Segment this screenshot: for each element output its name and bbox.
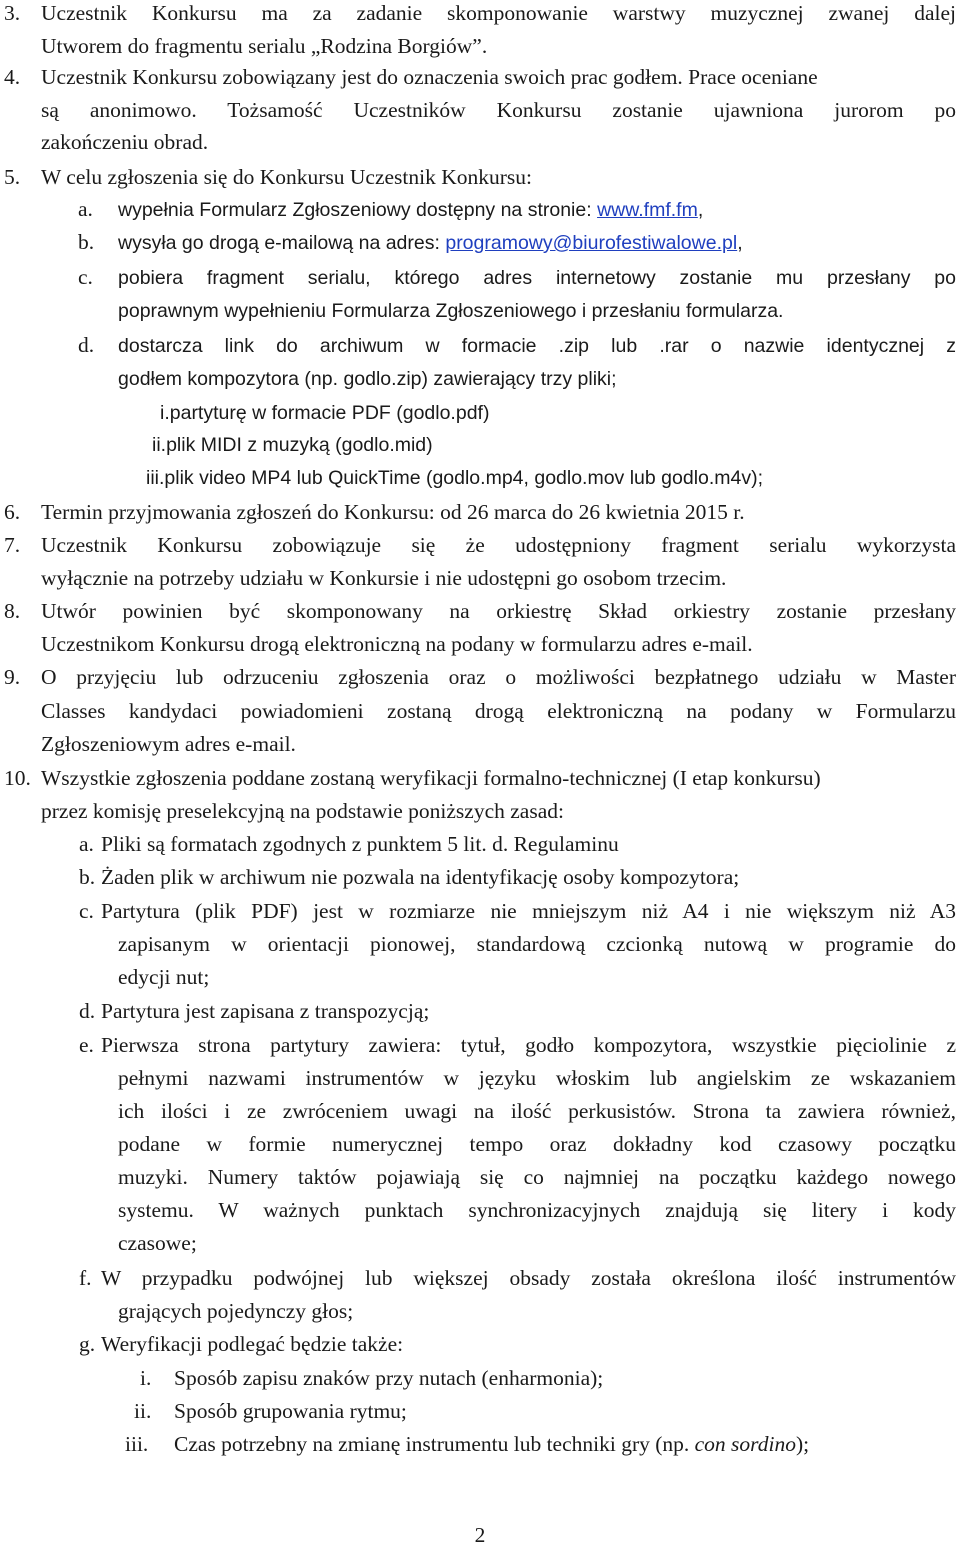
item-number: 4. (4, 65, 21, 89)
nested-item: Sposób zapisu znaków przy nutach (enharmonia); (174, 1366, 604, 1390)
subitem-line: godłem kompozytora (np. godlo.zip) zawierający trzy pliki; (118, 368, 617, 390)
paragraph-line: Zgłoszeniowym adres e-mail. (41, 732, 296, 756)
paragraph-line: przez komisję preselekcyjną na podstawie poniższych zasad: (41, 799, 564, 823)
subitem-line: poprawnym wypełnieniu Formularza Zgłoszeniowego i przesłaniu formularza. (118, 300, 784, 322)
website-link[interactable]: www.fmf.fm (597, 199, 698, 221)
nested-item (174, 1429, 809, 1459)
paragraph-line: Utworem do fragmentu serialu „Rodzina Borgiów”. (41, 34, 488, 58)
nested-item: ii.plik MIDI z muzyką (godlo.mid) (152, 434, 433, 456)
nested-label: i. (140, 1366, 152, 1390)
paragraph-line: wyłącznie na potrzeby udziału w Konkursie i nie udostępni go osobom trzecim. (41, 566, 727, 590)
subitem-label: c. (79, 899, 94, 923)
subitem-line: Weryfikacji podlegać będzie także: (101, 1332, 404, 1356)
paragraph-line: zakończeniu obrad. (41, 130, 209, 154)
paragraph-line: Classes kandydaci powiadomieni zostaną drogą elektroniczną na podany w Formularzu (41, 699, 956, 723)
paragraph-line: Uczestnik Konkursu ma za zadanie skomponowanie warstwy muzycznej zwanej dalej (41, 1, 956, 25)
paragraph-line: W celu zgłoszenia się do Konkursu Uczestnik Konkursu: (41, 165, 533, 189)
subitem-line: dostarcza link do archiwum w formacie .zip lub .rar o nazwie identycznej z (118, 335, 956, 357)
paragraph-line: Uczestnik Konkursu zobowiązuje się że udostępniony fragment serialu wykorzysta (41, 533, 956, 557)
subitem-line: zapisanym w orientacji pionowej, standardową czcionką nutową w programie do (118, 932, 956, 956)
subitem-line (118, 228, 743, 258)
subitem-line: muzyki. Numery taktów pojawiają się co najmniej na początku każdego nowego (118, 1165, 956, 1189)
subitem-label: a. (79, 832, 94, 856)
nested-label: iii. (125, 1432, 149, 1456)
nested-item: i.partyturę w formacie PDF (godlo.pdf) (160, 402, 490, 424)
nested-text: Czas potrzebny na zmianę instrumentu lub techniki gry (np. (174, 1432, 695, 1456)
subitem-line: grających pojedynczy głos; (118, 1299, 354, 1323)
subitem-label: d. (78, 333, 95, 357)
subitem-line: podane w formie numerycznej tempo oraz dokładny kod czasowy początku (118, 1132, 956, 1156)
subitem-line: pełnymi nazwami instrumentów w języku włoskim lub angielskim ze wskazaniem (118, 1066, 956, 1090)
item-number: 3. (4, 1, 21, 25)
subitem-label: c. (78, 265, 93, 289)
nested-label: ii. (134, 1399, 152, 1423)
item-number: 6. (4, 500, 21, 524)
subitem-label: f. (79, 1266, 92, 1290)
page-number: 2 (474, 1523, 486, 1547)
paragraph-line: O przyjęciu lub odrzuceniu zgłoszenia oraz o możliwości bezpłatnego udziału w Master (41, 665, 956, 689)
nested-item: Sposób grupowania rytmu; (174, 1399, 407, 1423)
subitem-line: edycji nut; (118, 965, 210, 989)
subitem-line: Żaden plik w archiwum nie pozwala na identyfikację osoby kompozytora; (101, 865, 740, 889)
subitem-label: e. (79, 1033, 94, 1057)
subitem-line: pobiera fragment serialu, którego adres internetowy zostanie mu przesłany po (118, 267, 956, 289)
item-number: 5. (4, 165, 21, 189)
subitem-label: d. (79, 999, 96, 1023)
paragraph-line: Uczestnikom Konkursu drogą elektroniczną na podany w formularzu adres e-mail. (41, 632, 753, 656)
punctuation: , (697, 199, 704, 221)
item-number: 8. (4, 599, 21, 623)
subitem-line: czasowe; (118, 1231, 197, 1255)
paragraph-line: są anonimowo. Tożsamość Uczestników Konkursu zostanie ujawniona jurorom po (41, 98, 956, 122)
item-number: 10. (4, 766, 31, 790)
paragraph-line: Utwór powinien być skomponowany na orkiestrę Skład orkiestry zostanie przesłany (41, 599, 956, 623)
subitem-label: b. (78, 230, 95, 254)
subitem-line: Partytura (plik PDF) jest w rozmiarze nie mniejszym niż A4 i nie większym niż A3 (101, 899, 956, 923)
subitem-line: systemu. W ważnych punktach synchronizacyjnych znajdują się litery i kody (118, 1198, 956, 1222)
subitem-label: a. (78, 197, 93, 221)
italic-term: con sordino (694, 1432, 796, 1456)
paragraph-line: Uczestnik Konkursu zobowiązany jest do oznaczenia swoich prac godłem. Prace oceniane (41, 65, 818, 89)
subitem-text: wysyła go drogą e-mailową na adres: (118, 232, 446, 254)
paragraph-line: Wszystkie zgłoszenia poddane zostaną weryfikacji formalno-technicznej (I etap konkursu) (41, 766, 821, 790)
punctuation: , (737, 232, 743, 254)
item-number: 9. (4, 665, 21, 689)
subitem-line: Partytura jest zapisana z transpozycją; (101, 999, 430, 1023)
subitem-label: g. (79, 1332, 96, 1356)
paragraph-line: Termin przyjmowania zgłoszeń do Konkursu: od 26 marca do 26 kwietnia 2015 r. (41, 500, 745, 524)
punctuation: ); (795, 1432, 810, 1456)
subitem-line: W przypadku podwójnej lub większej obsady została określona ilość instrumentów (101, 1266, 956, 1290)
email-link[interactable]: programowy@biurofestiwalowe.pl (445, 232, 738, 254)
item-number: 7. (4, 533, 21, 557)
subitem-text: wypełnia Formularz Zgłoszeniowy dostępny na stronie: (118, 199, 598, 221)
subitem-line: ich ilości i ze zwróceniem uwagi na ilość perkusistów. Strona ta zawiera również, (118, 1099, 956, 1123)
subitem-line (118, 195, 703, 225)
subitem-line: Pierwsza strona partytury zawiera: tytuł, godło kompozytora, wszystkie pięciolinie z (101, 1033, 956, 1057)
subitem-label: b. (79, 865, 96, 889)
nested-item: iii.plik video MP4 lub QuickTime (godlo.mp4, godlo.mov lub godlo.m4v); (146, 467, 764, 489)
subitem-line: Pliki są formatach zgodnych z punktem 5 lit. d. Regulaminu (101, 832, 619, 856)
